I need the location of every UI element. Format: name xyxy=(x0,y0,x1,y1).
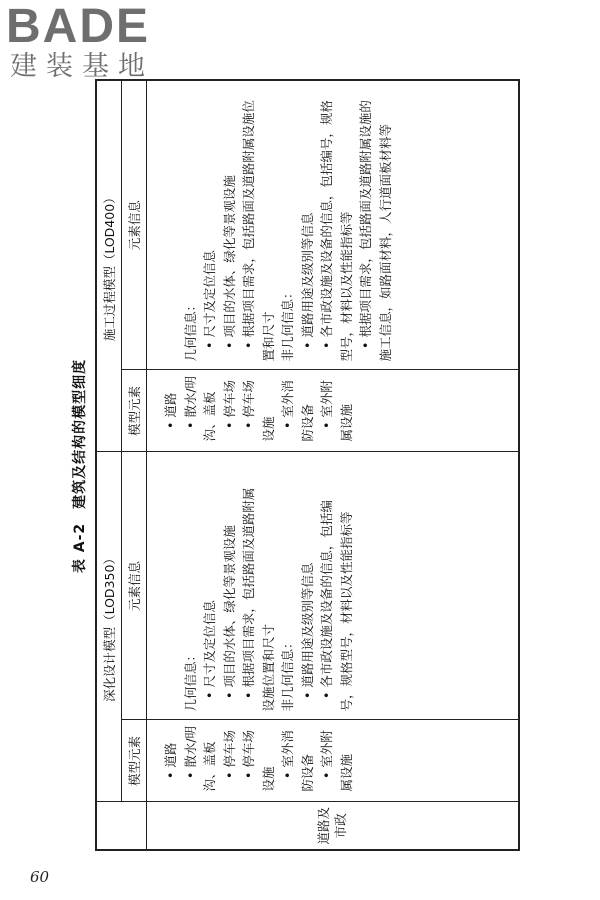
list-item: • 室外消 xyxy=(280,730,295,792)
model-detail-table xyxy=(95,79,520,851)
list-item: 号，规格型号，材料以及性能指标等 xyxy=(338,511,354,712)
category-line: 道路及 xyxy=(316,807,332,845)
lod400-info xyxy=(147,80,519,370)
list-item: • 根据项目需求，包括路面及道路附属设施位 xyxy=(241,100,256,362)
lod350-header: 深化设计模型（LOD350） xyxy=(96,452,122,802)
lod400-elements xyxy=(147,370,519,452)
table-number: 表 A-2 xyxy=(72,522,88,574)
list-item: 几何信息： xyxy=(182,298,198,362)
list-item: 属设施 xyxy=(338,403,354,442)
list-item: 防设备 xyxy=(299,403,315,442)
list-item: • 各市政设施及设备的信息，包括编号，规格 xyxy=(319,100,334,362)
list-item: 属设施 xyxy=(338,753,354,792)
list-item: • 室外消 xyxy=(280,380,295,442)
list-item xyxy=(161,459,181,712)
list-item: • 根据项目需求，包括路面及道路附属 xyxy=(241,487,256,712)
category-cell xyxy=(147,802,519,850)
list-item: 几何信息： xyxy=(182,648,198,712)
list-item: 沟、盖板 xyxy=(202,391,217,442)
page-number: 60 xyxy=(30,868,50,886)
list-item: 型号，材料以及性能指标等 xyxy=(338,211,354,362)
lod400-info-header: 元素信息 xyxy=(122,80,147,370)
table-row xyxy=(147,80,519,850)
list-item: • 停车场 xyxy=(221,380,237,442)
list-item: • 室外附 xyxy=(319,730,334,792)
lod350-elements xyxy=(147,720,519,802)
list-item: 施工信息，如路面材料，人行道面板材料等 xyxy=(377,123,393,362)
list-item: • 项目的水体、绿化等景观设施 xyxy=(221,525,237,712)
list-item: • 道路 xyxy=(163,392,178,442)
rotated-page xyxy=(65,81,535,851)
list-item: • 各市政设施及设备的信息，包括编 xyxy=(319,500,334,712)
list-item: • 停车场 xyxy=(241,730,256,792)
category-line: 市政 xyxy=(333,813,349,839)
lod350-info-header: 元素信息 xyxy=(122,452,147,720)
list-item: • 尺寸及定位信息 xyxy=(202,600,217,712)
list-item: • 道路用途及级别等信息 xyxy=(299,212,315,362)
list-item: 置和尺寸 xyxy=(260,311,276,362)
lod350-element-header: 模型元素 xyxy=(122,720,147,802)
list-item: 非几何信息： xyxy=(280,286,295,362)
list-item: 防设备 xyxy=(299,753,315,792)
list-item: • 尺寸及定位信息 xyxy=(202,250,217,362)
list-item: • 道路用途及级别等信息 xyxy=(299,562,315,712)
list-item: • 停车场 xyxy=(221,730,237,792)
table-title: 建筑及结构的模型细度 xyxy=(72,358,88,509)
header-row-1 xyxy=(96,80,122,850)
header-row-2 xyxy=(122,80,147,850)
list-item xyxy=(161,87,181,362)
list-item: 设施 xyxy=(260,416,276,442)
list-item: • 停车场 xyxy=(241,380,256,442)
lod400-element-header: 模型元素 xyxy=(122,370,147,452)
list-item: • 散水/明 xyxy=(182,725,198,792)
list-item: • 室外附 xyxy=(319,380,334,442)
list-item: 设施位置和尺寸 xyxy=(260,623,276,712)
category-header xyxy=(96,802,147,850)
logo-subtitle: 建装基地 xyxy=(10,51,154,82)
lod400-header: 施工过程模型（LOD400） xyxy=(96,80,122,452)
lod350-info xyxy=(147,452,519,720)
list-item: 设施 xyxy=(260,766,276,792)
list-item: • 根据项目需求，包括路面及道路附属设施的 xyxy=(358,100,373,362)
list-item: • 项目的水体、绿化等景观设施 xyxy=(221,175,237,362)
bade-logo xyxy=(6,2,181,90)
list-item: 非几何信息： xyxy=(280,636,295,712)
list-item: • 道路 xyxy=(163,742,178,792)
table-caption xyxy=(65,81,95,851)
list-item: 沟、盖板 xyxy=(202,741,217,792)
logo-brand: BADE xyxy=(6,0,151,53)
list-item: • 散水/明 xyxy=(182,375,198,442)
